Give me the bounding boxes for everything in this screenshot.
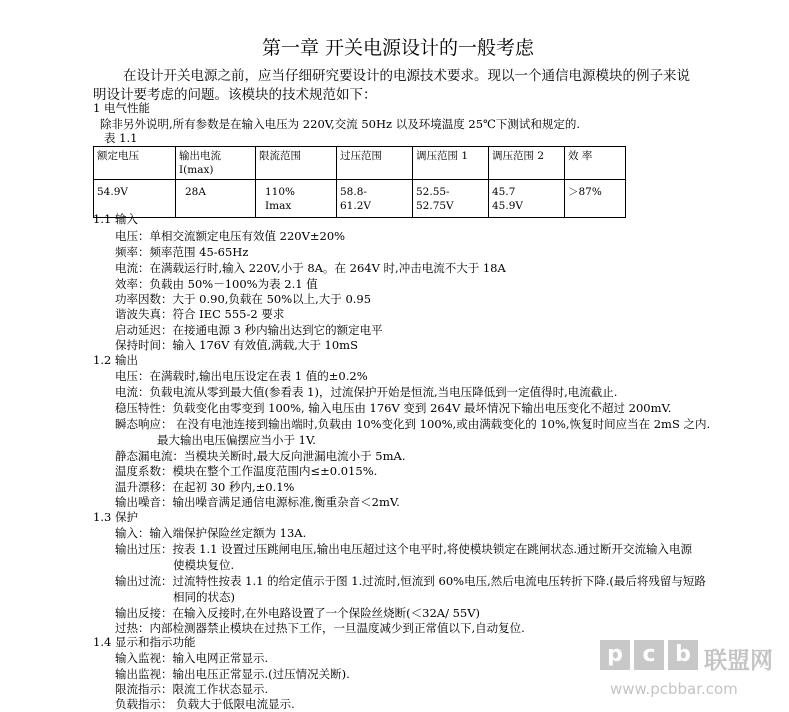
watermark-brand: 联盟网 (704, 648, 773, 674)
list-item: 静态漏电流：当模块关断时,最大反向泄漏电流小于 5mA. (115, 449, 406, 463)
section-input-heading: 1.1 输入 (93, 212, 138, 226)
test-condition-note: 除非另外说明,所有参数是在输入电压为 220V,交流 50Hz 以及环境温度 25℃下测试和规定的. (100, 117, 581, 131)
table-label: 表 1.1 (104, 131, 138, 145)
watermark-url: www.pcbbar.com (610, 680, 738, 698)
section-output-heading: 1.2 输出 (93, 353, 138, 367)
page-title: 第一章 开关电源设计的一般考虑 (262, 37, 535, 59)
list-item: 效率：负载由 50%－100%为表 2.1 值 (115, 277, 318, 291)
list-item: 过热：内部检测器禁止模块在过热下工作，一旦温度减少到正常值以下,自动复位. (115, 621, 525, 635)
table-row (94, 180, 626, 218)
list-item-continuation: 相同的状态) (173, 590, 235, 604)
list-item: 输出噪音：输出噪音满足通信电源标准,衡重杂音＜2mV. (115, 495, 400, 509)
list-item: 保持时间：输入 176V 有效值,满载,大于 10mS (115, 338, 358, 352)
table-cell: ＞87% (565, 180, 626, 218)
list-item: 稳压特性：负载变化由零变到 100%, 输入电压由 176V 变到 264V 最坏情况下输出电压变化不超过 200mV. (115, 401, 672, 415)
list-item: 谐波失真：符合 IEC 555-2 要求 (115, 307, 285, 321)
watermark-letter: b (668, 640, 698, 670)
table-header-cell: 调压范围 1 (413, 147, 489, 180)
list-item: 电压：在满载时,输出电压设定在表 1 值的±0.2% (115, 369, 368, 383)
site-watermark (600, 640, 785, 702)
section-display-heading: 1.4 显示和指示功能 (93, 635, 196, 649)
list-item: 电流：负载电流从零到最大值(参看表 1)，过流保护开始是恒流,当电压降低到一定值得时,电流截止. (115, 385, 618, 399)
watermark-letter: c (634, 640, 664, 670)
table-header-cell: 效 率 (565, 147, 626, 180)
table-cell: 45.7 45.9V (489, 180, 565, 218)
list-item: 电流：在满载运行时,输入 220V,小于 8A。在 264V 时,冲击电流不大于 18A (115, 261, 506, 275)
list-item: 启动延迟：在接通电源 3 秒内输出达到它的额定电平 (115, 323, 383, 337)
table-header-cell: 调压范围 2 (489, 147, 565, 180)
table-header-cell: 限流范围 (256, 147, 337, 180)
table-cell: 110% Imax (256, 180, 337, 218)
table-cell: 28A (176, 180, 256, 218)
spec-table (93, 146, 626, 218)
table-header-cell: 过压范围 (337, 147, 413, 180)
list-item: 输出反接：在输入反接时,在外电路设置了一个保险丝烧断(＜32A/ 55V) (115, 606, 481, 620)
list-item: 输入：输入端保护保险丝定额为 13A. (115, 526, 307, 540)
table-header-cell: 额定电压 (94, 147, 176, 180)
list-item: 输出监视：输出电压正常显示.(过压情况关断). (115, 667, 350, 681)
table-header-row (94, 147, 626, 180)
intro-line-1: 在设计开关电源之前，应当仔细研究要设计的电源技术要求。现以一个通信电源模块的例子来说 (123, 68, 690, 84)
list-item: 输出过流：过流特性按表 1.1 的给定值示于图 1.过流时,恒流到 60%电压,然后电流电压转折下降.(最后将残留与短路 (115, 574, 706, 588)
watermark-letter: p (600, 640, 630, 670)
list-item: 输出过压：按表 1.1 设置过压跳闸电压,输出电压超过这个电平时,将使模块锁定在跳闸状态.通过断开交流输入电源 (115, 542, 693, 556)
table-cell: 58.8- 61.2V (337, 180, 413, 218)
list-item: 电压：单相交流额定电压有效值 220V±20% (115, 229, 346, 243)
list-item: 负载指示： 负载大于低限电流显示. (115, 697, 295, 711)
table-cell: 54.9V (94, 180, 176, 218)
list-item: 温升漂移：在起初 30 秒内,±0.1% (115, 480, 295, 494)
list-item: 功率因数：大于 0.90,负载在 50%以上,大于 0.95 (115, 292, 372, 306)
table-cell: 52.55- 52.75V (413, 180, 489, 218)
table-header-cell: 输出电流 I(max) (176, 147, 256, 180)
list-item-continuation: 最大输出电压偏摆应当小于 1V. (157, 433, 316, 447)
intro-line-2: 明设计要考虑的问题。该模块的技术规范如下： (93, 87, 377, 103)
list-item: 瞬态响应： 在没有电池连接到输出端时,负载由 10%变化到 100%,或由满载变化的 10%,恢复时间应当在 2mS 之内. (115, 417, 711, 431)
section-protection-heading: 1.3 保护 (93, 510, 138, 524)
list-item: 限流指示：限流工作状态显示. (115, 682, 269, 696)
list-item: 温度系数：模块在整个工作温度范围内≤±0.015%. (115, 464, 378, 478)
list-item-continuation: 使模块复位. (173, 558, 235, 572)
list-item: 输入监视：输入电网正常显示. (115, 651, 269, 665)
section-1-heading: 1 电气性能 (93, 101, 150, 115)
list-item: 频率：频率范围 45-65Hz (115, 245, 249, 259)
